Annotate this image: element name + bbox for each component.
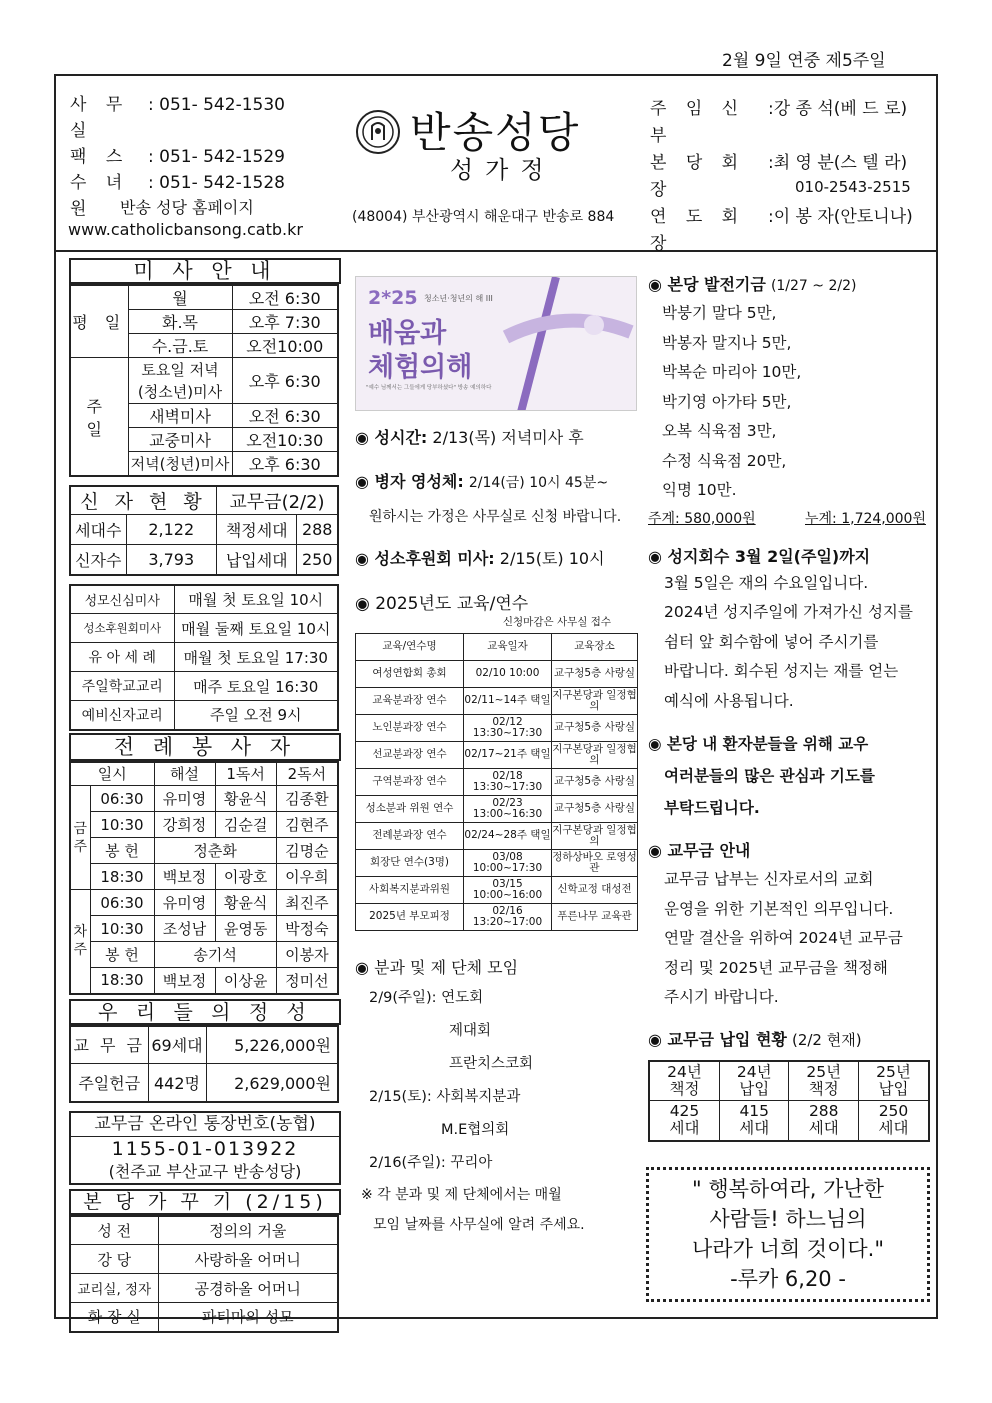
education-note: 신청마감은 사무실 접수 <box>502 616 611 628</box>
parish-address: (48004) 부산광역시 해운대구 반송로 884 <box>352 209 615 225</box>
table-row: 교육분과장 연수 02/11~14주 택일 지구본당과 일정협의 <box>356 688 638 715</box>
parish-logo-icon <box>356 110 400 154</box>
homepage-url[interactable]: www.catholicbansong.catb.kr <box>68 220 303 239</box>
issue-date: 2월 9일 연중 제5주일 <box>722 51 886 71</box>
table-row: 여성연합회 총회 02/10 10:00 교구청5층 사랑실 <box>356 661 638 688</box>
groups-list: 2/9(주일): 연도회 제대회 프란치스코회 2/15(토): 사회복지분과 M.E협의회 2/16(주일): 꾸리아 <box>369 990 534 1171</box>
account-number[interactable]: 1155-01-013922 <box>111 1137 299 1160</box>
account-name: (천주교 부산교구 반송성당) <box>108 1161 302 1181</box>
table-row: 사회복지분과위원 03/15 10:00~16:00 신학교정 대성전 <box>356 877 638 904</box>
right-column: ◉ 본당 발전기금 (1/27 ~ 2/2) 박붕기 말다 5만, 박봉자 말지나 5만, 박복순 마리아 10만, 박기영 아가타 5만, 오복 식육점 3만, 수정 식육점 20만, 익명 10만. 주계: 580,000원 누계: 1,724,000원 ◉ 성지회수 3월 2일(주일)까지 3월 5일은 재의 수요일입니다. 2024년 성지주일에 가져가신 성지를 쉼터 앞 회수함에 넣어 주시기를 바랍니다. 회수된 성지는 재를 얻는 예식에 사용됩니다. ◉ 본당 내 환자분들을 위해 교우 여러분들의 많은 관심과 기도를 부탁드립니다. ◉ 교무금 안내 교무금 납부는 신자로서의 교회 운영을 위한 기본적인 의무입니다. 연말 결산을 위하여 2024년 교무금 정리 및 2025년 교무금을 책정해 주시기 바랍니다. ◉ 교무금 납입 현황 (2/2 현재) 24년 책정 24년 납입 25년 책정 25년 납입 425 세대 415 세대 288 세대 250 세대 <box>648 272 932 1142</box>
scripture-quote: " 행복하여라, 가난한 사람들! 하느님의 나라가 너희 것이다." -루카 6,20 - <box>646 1167 930 1302</box>
servers-title: 전 례 봉 사 자 <box>69 733 341 761</box>
president-phone: 010-2543-2515 <box>795 178 911 196</box>
education-title: ◉ 2025년도 교육/연수 <box>355 594 529 614</box>
tithe-info-text: 교무금 납부는 신자로서의 교회 운영을 위한 기본적인 의무입니다. 연말 결산을 위하여 2024년 교무금 정리 및 2025년 교무금을 책정해 주시기 바랍니다. <box>664 870 903 1006</box>
mass-title: 미 사 안 내 <box>69 258 341 284</box>
mass-table: 평 일 월 오전 6:30 화.목 오후 7:30 수.금.토 오전10:00 주 일 토요일 저녁 (청소년)미사 오후 6:30 새벽미사 오전 6:30 교중미사 오전10:30 저녁(청년)미사 오후 6:30 <box>69 284 339 477</box>
education-table: 교육/연수명 교육일자 교육장소 여성연합회 총회 02/10 10:00 교구청5층 사랑실 교육분과장 연수 02/11~14주 택일 지구본당과 일정협의 노인분과장 연수 02/12 13:30~17:30 교구청5층 사랑실 선교분과장 연수 02/17~21주 택일 지구본당과 일정협의 구역분과장 연수 02/18 13:30~17:30 교구청5층 사랑실 성소분과 위원 연수 02/23 13:00~16:30 교구청5층 사랑실 전례분과장 연수 02/24~28주 택일 지구본당과 일정협의 회장단 연수(3명) 03/08 10:00~17:30 정하상바오 로영성관 사회복지분과위원 03/15 10:00~16:00 신학교정 대성전 2025년 부모피정 02/16 13:20~17:00 푸른나무 교육관 <box>355 633 638 931</box>
table-row: 회장단 연수(3명) 03/08 10:00~17:30 정하상바오 로영성관 <box>356 850 638 877</box>
believers-table: 신 자 현 황 교무금(2/2) 세대수 2,122 책정세대 288 신자수 3,793 납입세대 250 <box>69 485 339 576</box>
office-contacts: 사 무 실 : 051- 542-1530 팩 스 : 051- 542-1529 수 녀 원 : 051- 542-1528 <box>70 95 285 219</box>
account-box <box>69 1111 341 1185</box>
table-row: 전례분과장 연수 02/24~28주 택일 지구본당과 일정협의 <box>356 823 638 850</box>
table-row: 선교분과장 연수 02/17~21주 택일 지구본당과 일정협의 <box>356 742 638 769</box>
homepage-title: 반송 성당 홈페이지 <box>120 198 254 217</box>
left-column <box>69 258 341 1333</box>
table-row: 구역분과장 연수 02/18 13:30~17:30 교구청5층 사랑실 <box>356 769 638 796</box>
servers-table: 일시 해설 1독서 2독서 금주 06:30 유미영 황윤식 김종환 10:30 강희정 김순걸 김현주 봉 헌 정춘화 김명순 18:30 백보정 이광호 이우희 차주 06:30 유미영 황윤식 최진주 10:30 조성남 윤영동 박정숙 봉 헌 송기석 이봉자 18:30 백보정 이상윤 정미선 <box>69 761 339 995</box>
tithe-status-table: 24년 책정 24년 납입 25년 책정 25년 납입 425 세대 415 세대 288 세대 250 세대 <box>648 1060 930 1142</box>
decor-table: 성 전 정의의 거울 강 당 사랑하올 어머니 교리실, 정자 공경하올 어머니 화 장 실 파티마의 성모 <box>69 1215 339 1333</box>
table-row: 성소분과 위원 연수 02/23 13:00~16:30 교구청5층 사랑실 <box>356 796 638 823</box>
fund-donors: 박붕기 말다 5만, 박봉자 말지나 5만, 박복순 마리아 10만, 박기영 아가타 5만, 오복 식육점 3만, 수정 식육점 20만, 익명 10만. <box>662 304 802 499</box>
account-title: 교무금 온라인 통장번호(농협) <box>71 1113 339 1137</box>
ashes-text: 3월 5일은 재의 수요일입니다. 2024년 성지주일에 가져가신 성지를 쉼터 앞 회수함에 넣어 주시기를 바랍니다. 회수된 성지는 재를 얻는 예식에 사용됩니다. <box>664 573 913 710</box>
table-row: 2025년 부모피정 02/16 13:20~17:00 푸른나무 교육관 <box>356 904 638 931</box>
schedule-table: 성모신심미사 매월 첫 토요일 10시 성소후원회미사 매월 둘째 토요일 10시 유 아 세 례 매월 첫 토요일 17:30 주일학교교리 매주 토요일 16:30 예비신자교리 주일 오전 9시 <box>69 584 339 731</box>
parish-title: 반송성당 <box>410 108 581 157</box>
patients-prayer: ◉ 본당 내 환자분들을 위해 교우 여러분들의 많은 관심과 기도를 부탁드립니다. <box>648 735 875 817</box>
decor-title: 본 당 가 꾸 기 (2/15) <box>69 1189 341 1215</box>
table-row: 노인분과장 연수 02/12 13:30~17:30 교구청5층 사랑실 <box>356 715 638 742</box>
offering-title: 우 리 들 의 정 성 <box>69 999 341 1025</box>
offering-table: 교 무 금 69세대 5,226,000원 주일헌금 442명 2,629,000원 <box>69 1025 339 1103</box>
parish-subtitle: 성가정 <box>450 156 556 184</box>
middle-column: ◉ 성시간: 2/13(목) 저녁미사 후 ◉ 병자 영성체: 2/14(금) 10시 45분~ 원하시는 가정은 사무실로 신청 바랍니다. ◉ 성소후원회 미사: 2/15(토) 10시 ◉ 2025년도 교육/연수 신청마감은 사무실 접수 교육/연수명 교육일자 교육장소 여성연합회 총회 02/10 10:00 교구청5층 사랑실 교육분과장 연수 02/11~14주 택일 지구본당과 일정협의 노인분과장 연수 02/12 13:30~17:30 교구청5층 사랑실 선교분과장 연수 02/17~21주 택일 지구본당과 일정협의 구역분과장 연수 02/18 13:30~17:30 교구청5층 사랑실 성소분과 위원 연수 02/23 13:00~16:30 교구청5층 사랑실 전례분과장 연수 02/24~28주 택일 지구본당과 일정협의 회장단 연수(3명) 03/08 10:00~17:30 정하상바오 로영성관 사회복지분과위원 03/15 10:00~16:00 신학교정 대성전 2025년 부모피정 02/16 13:20~17:00 푸른나무 교육관 ◉ 분과 및 제 단체 모임 2/9(주일): 연도회 제대회 프란치스코회 2/15(토): 사회복지분과 M.E협의회 2/16(주일): 꾸리아 ※ 각 분과 및 제 단체에서는 매월 모임 날짜를 사무실에 알려 주세요. <box>355 425 641 1240</box>
youth-year-banner: 2*25 청소년·청년의 해 III 배움과 체험의해 "예수 님께서는 그들에게 당부하셨다" 방송 예의하다 <box>355 276 637 411</box>
groups-title: ◉ 분과 및 제 단체 모임 <box>355 958 519 977</box>
staff-list: 주 임 신 부 :강 종 석(베 드 로) 본 당 회 장 :최 영 분(스 텔 라) 연 도 회 장 :이 봉 자(안토니나) <box>650 99 913 254</box>
